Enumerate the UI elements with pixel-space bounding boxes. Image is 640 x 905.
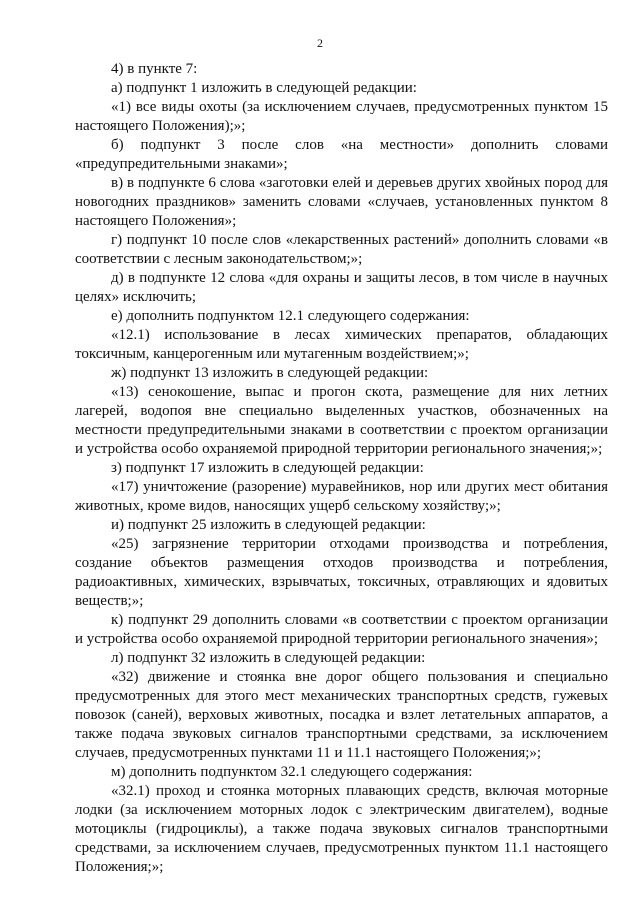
page-number: 2	[317, 36, 323, 50]
paragraph-subitem-zh: ж) подпункт 13 изложить в следующей редакции:	[111, 365, 429, 381]
paragraph-quote-13: «13) сенокошение, выпас и прогон скота, размещение для них летних лагерей, водопоя вне специально выделенных участков, обозначенных на местности предупредительными знаками в соответствии с проектом организации и устройства особо охраняемой природной территории регионального значения;»;	[75, 384, 608, 457]
paragraph-subitem-g: г) подпункт 10 после слов «лекарственных растений» дополнить словами «в соответствии с лесным законодательством;»;	[75, 232, 608, 267]
paragraph-subitem-d: д) в подпункте 12 слова «для охраны и защиты лесов, в том числе в научных целях» исключить;	[75, 270, 608, 305]
paragraph-subitem-i: и) подпункт 25 изложить в следующей редакции:	[111, 517, 426, 533]
document-body	[75, 60, 608, 877]
paragraph-subitem-a: а) подпункт 1 изложить в следующей редакции:	[111, 80, 417, 96]
paragraph-quote-1: «1) все виды охоты (за исключением случаев, предусмотренных пунктом 15 настоящего Положения);»;	[75, 99, 608, 134]
paragraph-subitem-m: м) дополнить подпунктом 32.1 следующего содержания:	[111, 764, 473, 780]
paragraph-item-4: 4) в пункте 7:	[111, 61, 198, 77]
paragraph-subitem-k: к) подпункт 29 дополнить словами «в соответствии с проектом организации и устройства особо охраняемой природной территории регионального значения»;	[75, 612, 608, 647]
paragraph-subitem-z: з) подпункт 17 изложить в следующей редакции:	[111, 460, 424, 476]
paragraph-subitem-l: л) подпункт 32 изложить в следующей редакции:	[111, 650, 426, 666]
paragraph-quote-32-1: «32.1) проход и стоянка моторных плавающих средств, включая моторные лодки (за исключением моторных лодок с электрическим двигателем), водные мотоциклы (гидроциклы), а также подача звуковых сигналов транспортными средствами, за исключением случаев, предусмотренных пунктом 11.1 настоящего Положения;»;	[75, 783, 608, 875]
paragraph-quote-25: «25) загрязнение территории отходами производства и потребления, создание объектов размещения отходов производства и потребления, радиоактивных, химических, взрывчатых, токсичных, отравляющих и ядовитых веществ;»;	[75, 536, 608, 609]
paragraph-subitem-e: е) дополнить подпунктом 12.1 следующего содержания:	[111, 308, 470, 324]
paragraph-quote-12-1: «12.1) использование в лесах химических препаратов, обладающих токсичным, канцерогенным или мутагенным воздействием;»;	[75, 327, 608, 362]
paragraph-quote-17: «17) уничтожение (разорение) муравейников, нор или других мест обитания животных, кроме видов, наносящих ущерб сельскому хозяйству;»;	[75, 479, 608, 514]
paragraph-quote-32: «32) движение и стоянка вне дорог общего пользования и специально предусмотренных для этого мест механических транспортных средств, гужевых повозок (саней), верховых животных, посадка и взлет летательных аппаратов, а также подача звуковых сигналов транспортными средствами, за исключением случаев, предусмотренных пунктами 11 и 11.1 настоящего Положения;»;	[75, 669, 608, 761]
paragraph-subitem-b: б) подпункт 3 после слов «на местности» дополнить словами «предупредительными знаками»;	[75, 137, 608, 172]
paragraph-subitem-v: в) в подпункте 6 слова «заготовки елей и деревьев других хвойных пород для новогодних праздников» заменить словами «случаев, установленных пунктом 8 настоящего Положения»;	[75, 175, 608, 229]
